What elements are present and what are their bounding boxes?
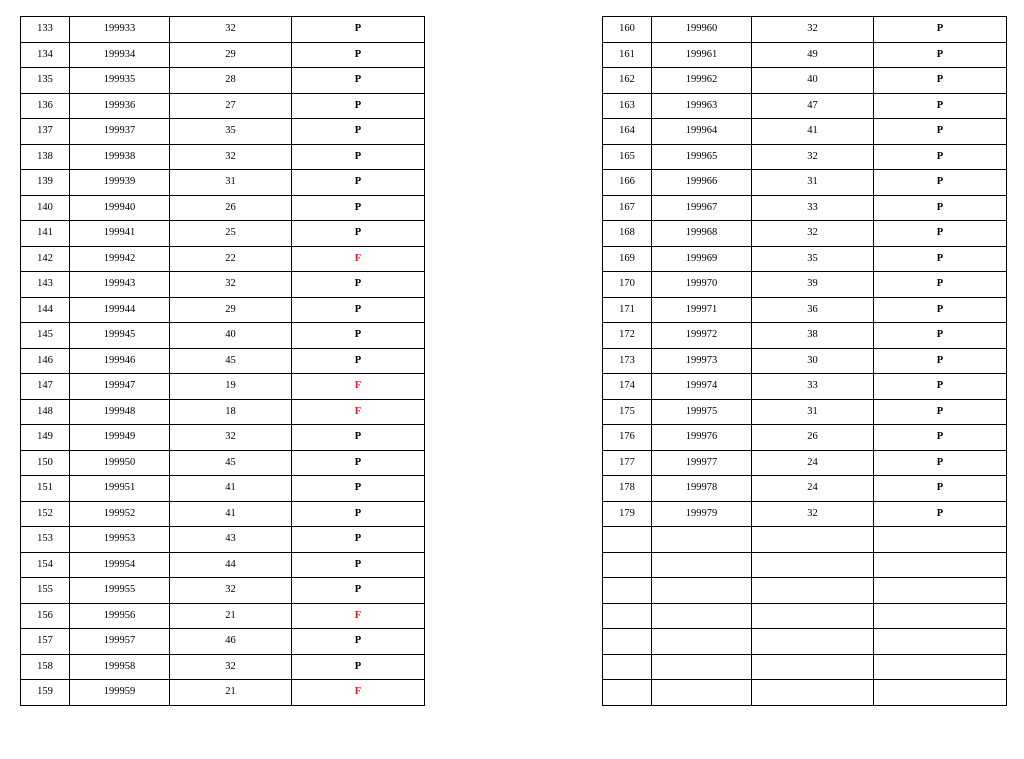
marks-cell: 44 [170, 552, 292, 578]
result-status-cell: P [292, 170, 425, 196]
roll-number-cell: 199960 [652, 17, 752, 43]
serial-number-cell: 162 [603, 68, 652, 94]
result-status-cell: F [292, 374, 425, 400]
marks-cell: 49 [752, 42, 874, 68]
marks-cell: 27 [170, 93, 292, 119]
roll-number-cell: 199969 [652, 246, 752, 272]
table-row [603, 425, 1007, 451]
serial-number-cell: 155 [21, 578, 70, 604]
serial-number-cell: 143 [21, 272, 70, 298]
marks-cell: 32 [170, 144, 292, 170]
marks-cell: 32 [170, 654, 292, 680]
result-status-cell: P [292, 476, 425, 502]
serial-number-cell: 158 [21, 654, 70, 680]
marks-cell: 41 [170, 501, 292, 527]
marks-cell [752, 680, 874, 706]
serial-number-cell: 145 [21, 323, 70, 349]
serial-number-cell: 172 [603, 323, 652, 349]
result-status-cell: P [874, 144, 1007, 170]
roll-number-cell [652, 654, 752, 680]
table-row [603, 527, 1007, 553]
serial-number-cell: 142 [21, 246, 70, 272]
marks-cell [752, 527, 874, 553]
serial-number-cell: 153 [21, 527, 70, 553]
marks-cell: 35 [170, 119, 292, 145]
table-row [603, 476, 1007, 502]
table-row [603, 680, 1007, 706]
result-status-cell: P [874, 170, 1007, 196]
result-status-cell: P [292, 144, 425, 170]
result-status-cell: F [292, 680, 425, 706]
marks-cell: 32 [752, 221, 874, 247]
table-row [603, 246, 1007, 272]
table-row [603, 42, 1007, 68]
table-row [21, 476, 425, 502]
serial-number-cell: 176 [603, 425, 652, 451]
marks-cell: 45 [170, 450, 292, 476]
table-row [21, 425, 425, 451]
marks-cell: 24 [752, 450, 874, 476]
result-status-cell: P [292, 221, 425, 247]
table-row [21, 272, 425, 298]
marks-cell: 31 [170, 170, 292, 196]
marks-cell: 32 [752, 501, 874, 527]
table-row [21, 680, 425, 706]
marks-cell: 26 [752, 425, 874, 451]
result-status-cell: P [874, 17, 1007, 43]
marks-cell: 38 [752, 323, 874, 349]
result-status-cell: P [874, 246, 1007, 272]
serial-number-cell: 144 [21, 297, 70, 323]
marks-cell: 40 [752, 68, 874, 94]
roll-number-cell: 199959 [70, 680, 170, 706]
serial-number-cell: 177 [603, 450, 652, 476]
table-row [603, 195, 1007, 221]
result-status-cell: P [292, 527, 425, 553]
result-status-cell: P [874, 425, 1007, 451]
marks-cell: 31 [752, 399, 874, 425]
marks-cell: 43 [170, 527, 292, 553]
roll-number-cell: 199973 [652, 348, 752, 374]
roll-number-cell: 199954 [70, 552, 170, 578]
table-row [603, 17, 1007, 43]
table-row [21, 552, 425, 578]
marks-cell: 47 [752, 93, 874, 119]
marks-cell: 25 [170, 221, 292, 247]
result-status-cell: P [292, 425, 425, 451]
serial-number-cell: 134 [21, 42, 70, 68]
table-row [603, 272, 1007, 298]
serial-number-cell: 136 [21, 93, 70, 119]
table-row [603, 450, 1007, 476]
roll-number-cell: 199946 [70, 348, 170, 374]
roll-number-cell: 199936 [70, 93, 170, 119]
serial-number-cell: 149 [21, 425, 70, 451]
marks-cell: 19 [170, 374, 292, 400]
result-status-cell: P [292, 323, 425, 349]
table-row [603, 323, 1007, 349]
marks-cell: 28 [170, 68, 292, 94]
table-row [603, 68, 1007, 94]
serial-number-cell: 163 [603, 93, 652, 119]
table-row [21, 323, 425, 349]
table-row [603, 552, 1007, 578]
serial-number-cell: 170 [603, 272, 652, 298]
result-status-cell [874, 603, 1007, 629]
result-status-cell: F [292, 246, 425, 272]
result-status-cell: F [292, 399, 425, 425]
marks-cell: 32 [170, 272, 292, 298]
table-row [21, 297, 425, 323]
table-row [21, 603, 425, 629]
table-row [21, 93, 425, 119]
roll-number-cell: 199966 [652, 170, 752, 196]
result-status-cell: P [874, 374, 1007, 400]
serial-number-cell: 164 [603, 119, 652, 145]
serial-number-cell: 171 [603, 297, 652, 323]
result-status-cell [874, 578, 1007, 604]
serial-number-cell: 152 [21, 501, 70, 527]
marks-cell: 45 [170, 348, 292, 374]
serial-number-cell: 167 [603, 195, 652, 221]
table-row [21, 578, 425, 604]
roll-number-cell: 199958 [70, 654, 170, 680]
result-status-cell: P [874, 476, 1007, 502]
roll-number-cell [652, 578, 752, 604]
table-row [603, 119, 1007, 145]
serial-number-cell: 179 [603, 501, 652, 527]
serial-number-cell [603, 603, 652, 629]
marks-cell: 41 [170, 476, 292, 502]
table-row [21, 374, 425, 400]
result-status-cell: P [874, 399, 1007, 425]
roll-number-cell [652, 680, 752, 706]
roll-number-cell: 199937 [70, 119, 170, 145]
table-row [603, 578, 1007, 604]
table-row [603, 297, 1007, 323]
result-status-cell: P [874, 297, 1007, 323]
result-status-cell: P [874, 323, 1007, 349]
marks-cell: 21 [170, 680, 292, 706]
marks-cell [752, 654, 874, 680]
roll-number-cell: 199961 [652, 42, 752, 68]
result-status-cell [874, 552, 1007, 578]
marks-cell: 31 [752, 170, 874, 196]
roll-number-cell: 199943 [70, 272, 170, 298]
serial-number-cell: 174 [603, 374, 652, 400]
marks-cell: 36 [752, 297, 874, 323]
serial-number-cell: 140 [21, 195, 70, 221]
serial-number-cell: 147 [21, 374, 70, 400]
serial-number-cell: 141 [21, 221, 70, 247]
result-status-cell: P [292, 450, 425, 476]
roll-number-cell: 199948 [70, 399, 170, 425]
result-status-cell: P [292, 552, 425, 578]
roll-number-cell: 199950 [70, 450, 170, 476]
serial-number-cell: 135 [21, 68, 70, 94]
serial-number-cell: 166 [603, 170, 652, 196]
roll-number-cell: 199965 [652, 144, 752, 170]
roll-number-cell: 199970 [652, 272, 752, 298]
marks-cell: 32 [752, 144, 874, 170]
table-row [21, 221, 425, 247]
table-row [603, 603, 1007, 629]
result-status-cell: P [874, 42, 1007, 68]
marks-cell: 18 [170, 399, 292, 425]
roll-number-cell: 199942 [70, 246, 170, 272]
result-status-cell: P [874, 450, 1007, 476]
result-status-cell: P [292, 119, 425, 145]
marks-cell: 41 [752, 119, 874, 145]
roll-number-cell [652, 603, 752, 629]
marks-cell [752, 629, 874, 655]
table-row [603, 221, 1007, 247]
roll-number-cell: 199974 [652, 374, 752, 400]
result-status-cell: P [292, 654, 425, 680]
results-table-right [602, 16, 1007, 706]
roll-number-cell: 199938 [70, 144, 170, 170]
result-status-cell: P [874, 348, 1007, 374]
table-row [603, 399, 1007, 425]
serial-number-cell: 159 [21, 680, 70, 706]
roll-number-cell: 199951 [70, 476, 170, 502]
table-row [21, 144, 425, 170]
table-row [21, 195, 425, 221]
roll-number-cell: 199967 [652, 195, 752, 221]
marks-cell [752, 603, 874, 629]
serial-number-cell: 161 [603, 42, 652, 68]
table-row [21, 119, 425, 145]
marks-cell: 32 [752, 17, 874, 43]
marks-cell: 33 [752, 195, 874, 221]
table-row [603, 93, 1007, 119]
table-row [21, 42, 425, 68]
marks-cell: 24 [752, 476, 874, 502]
result-status-cell: P [292, 297, 425, 323]
roll-number-cell: 199971 [652, 297, 752, 323]
roll-number-cell: 199975 [652, 399, 752, 425]
result-status-cell: P [292, 578, 425, 604]
marks-cell: 29 [170, 297, 292, 323]
results-table-right-body [603, 17, 1007, 706]
serial-number-cell: 169 [603, 246, 652, 272]
table-row [21, 348, 425, 374]
result-status-cell: F [292, 603, 425, 629]
marks-cell: 46 [170, 629, 292, 655]
serial-number-cell: 146 [21, 348, 70, 374]
roll-number-cell: 199956 [70, 603, 170, 629]
roll-number-cell: 199940 [70, 195, 170, 221]
table-row [21, 246, 425, 272]
roll-number-cell: 199976 [652, 425, 752, 451]
roll-number-cell: 199963 [652, 93, 752, 119]
marks-cell: 39 [752, 272, 874, 298]
serial-number-cell: 137 [21, 119, 70, 145]
roll-number-cell: 199977 [652, 450, 752, 476]
marks-cell: 22 [170, 246, 292, 272]
result-status-cell: P [874, 68, 1007, 94]
serial-number-cell: 148 [21, 399, 70, 425]
roll-number-cell: 199964 [652, 119, 752, 145]
marks-cell: 29 [170, 42, 292, 68]
result-status-cell [874, 654, 1007, 680]
serial-number-cell [603, 578, 652, 604]
roll-number-cell: 199979 [652, 501, 752, 527]
table-row [603, 348, 1007, 374]
result-status-cell: P [292, 42, 425, 68]
marks-cell: 21 [170, 603, 292, 629]
table-row [603, 170, 1007, 196]
marks-cell: 32 [170, 425, 292, 451]
result-status-cell [874, 527, 1007, 553]
marks-cell: 35 [752, 246, 874, 272]
result-status-cell [874, 629, 1007, 655]
roll-number-cell: 199968 [652, 221, 752, 247]
result-status-cell: P [292, 93, 425, 119]
roll-number-cell: 199933 [70, 17, 170, 43]
roll-number-cell [652, 552, 752, 578]
result-status-cell: P [292, 348, 425, 374]
roll-number-cell [652, 527, 752, 553]
roll-number-cell: 199935 [70, 68, 170, 94]
result-status-cell [874, 680, 1007, 706]
serial-number-cell [603, 552, 652, 578]
table-row [21, 170, 425, 196]
roll-number-cell: 199941 [70, 221, 170, 247]
serial-number-cell: 165 [603, 144, 652, 170]
marks-cell: 40 [170, 323, 292, 349]
marks-cell [752, 552, 874, 578]
serial-number-cell: 154 [21, 552, 70, 578]
marks-cell: 30 [752, 348, 874, 374]
table-row [603, 374, 1007, 400]
result-status-cell: P [292, 195, 425, 221]
result-status-cell: P [874, 221, 1007, 247]
table-row [21, 68, 425, 94]
serial-number-cell: 160 [603, 17, 652, 43]
serial-number-cell: 157 [21, 629, 70, 655]
result-status-cell: P [874, 93, 1007, 119]
roll-number-cell: 199939 [70, 170, 170, 196]
roll-number-cell: 199957 [70, 629, 170, 655]
results-table-left-body [21, 17, 425, 706]
roll-number-cell: 199934 [70, 42, 170, 68]
serial-number-cell: 151 [21, 476, 70, 502]
serial-number-cell: 175 [603, 399, 652, 425]
marks-cell: 32 [170, 17, 292, 43]
result-status-cell: P [874, 119, 1007, 145]
roll-number-cell: 199947 [70, 374, 170, 400]
result-status-cell: P [292, 272, 425, 298]
serial-number-cell: 173 [603, 348, 652, 374]
roll-number-cell: 199962 [652, 68, 752, 94]
marks-cell: 33 [752, 374, 874, 400]
roll-number-cell: 199955 [70, 578, 170, 604]
serial-number-cell [603, 654, 652, 680]
serial-number-cell: 168 [603, 221, 652, 247]
table-row [603, 501, 1007, 527]
result-status-cell: P [292, 68, 425, 94]
table-row [21, 629, 425, 655]
table-row [21, 654, 425, 680]
serial-number-cell [603, 680, 652, 706]
result-status-cell: P [874, 195, 1007, 221]
roll-number-cell: 199972 [652, 323, 752, 349]
table-row [21, 399, 425, 425]
roll-number-cell: 199944 [70, 297, 170, 323]
marks-cell [752, 578, 874, 604]
result-status-cell: P [292, 17, 425, 43]
result-status-cell: P [292, 629, 425, 655]
serial-number-cell: 138 [21, 144, 70, 170]
roll-number-cell: 199953 [70, 527, 170, 553]
table-row [21, 501, 425, 527]
roll-number-cell: 199978 [652, 476, 752, 502]
roll-number-cell: 199945 [70, 323, 170, 349]
serial-number-cell: 178 [603, 476, 652, 502]
table-row [21, 450, 425, 476]
table-row [21, 527, 425, 553]
marks-cell: 32 [170, 578, 292, 604]
serial-number-cell: 150 [21, 450, 70, 476]
roll-number-cell: 199949 [70, 425, 170, 451]
table-row [603, 654, 1007, 680]
serial-number-cell [603, 629, 652, 655]
result-status-cell: P [874, 501, 1007, 527]
result-status-cell: P [292, 501, 425, 527]
result-status-cell: P [874, 272, 1007, 298]
results-table-left [20, 16, 425, 706]
serial-number-cell: 133 [21, 17, 70, 43]
roll-number-cell [652, 629, 752, 655]
serial-number-cell: 156 [21, 603, 70, 629]
roll-number-cell: 199952 [70, 501, 170, 527]
marks-cell: 26 [170, 195, 292, 221]
serial-number-cell [603, 527, 652, 553]
table-row [21, 17, 425, 43]
table-row [603, 629, 1007, 655]
serial-number-cell: 139 [21, 170, 70, 196]
table-row [603, 144, 1007, 170]
